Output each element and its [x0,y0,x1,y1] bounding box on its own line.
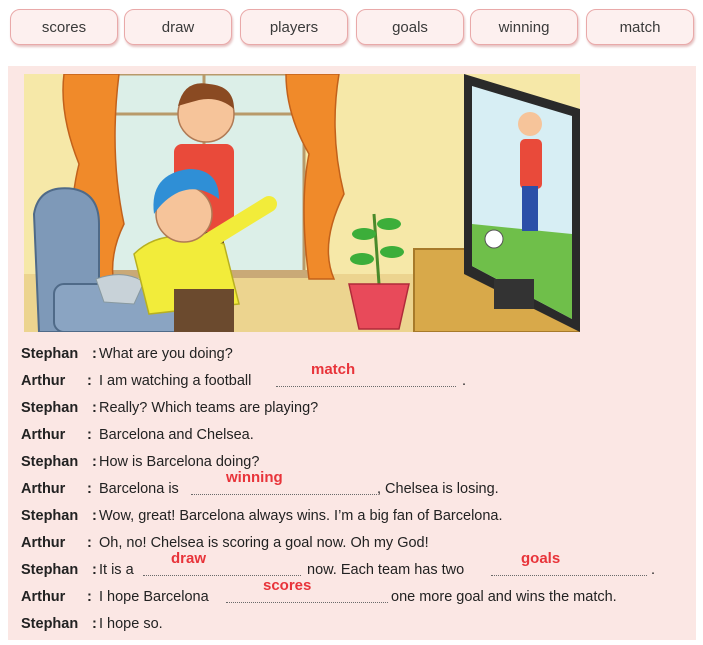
speaker-name: Stephan [21,562,79,578]
speaker-name: Stephan [21,346,79,362]
dialogue-text: . [462,373,467,389]
answer-blank[interactable] [491,575,647,576]
answer-text: scores [263,577,312,594]
word-box-draw: draw [124,9,232,45]
answer-text: goals [521,550,561,567]
dialogue-text: . [651,562,656,578]
word-box-goals: goals [356,9,464,45]
dialogue-text: I am watching a football [99,373,252,389]
speaker-name: Stephan [21,508,79,524]
dialogue-text: I hope Barcelona [99,589,209,605]
speaker-name: Stephan [21,400,79,416]
speaker-name: Arthur [21,427,66,443]
speaker-name: Stephan [21,616,79,632]
dialogue-text: I hope so. [99,616,163,632]
dialogue-text: Really? Which teams are playing? [99,400,319,416]
answer-blank[interactable] [143,575,301,576]
speaker-name: Arthur [21,481,66,497]
answer-blank[interactable] [276,386,456,387]
answer-blank[interactable] [226,602,388,603]
answer-text: winning [226,469,283,486]
dialogue-text: now. Each team has two [307,562,465,578]
answer-blank[interactable] [191,494,377,495]
dialogue-text: Barcelona and Chelsea. [99,427,254,443]
speaker-name: Arthur [21,535,66,551]
dialogue-text: Oh, no! Chelsea is scoring a goal now. Oh my God! [99,535,429,551]
word-box-players: players [240,9,348,45]
dialogue-text: How is Barcelona doing? [99,454,260,470]
dialogue-text: one more goal and wins the match. [391,589,617,605]
speaker-name: Stephan [21,454,79,470]
answer-text: match [311,361,356,378]
dialogue-text: Wow, great! Barcelona always wins. I’m a big fan of Barcelona. [99,508,503,524]
word-box-match: match [586,9,694,45]
speaker-name: Arthur [21,589,66,605]
dialogue-text: , Chelsea is losing. [377,481,499,497]
dialogue-text: It is a [99,562,134,578]
dialogue-text: What are you doing? [99,346,233,362]
dialogue-text: Barcelona is [99,481,179,497]
speaker-name: Arthur [21,373,66,389]
word-box-scores: scores [10,9,118,45]
answer-text: draw [171,550,207,567]
living-room-illustration [24,74,580,332]
word-box-winning: winning [470,9,578,45]
